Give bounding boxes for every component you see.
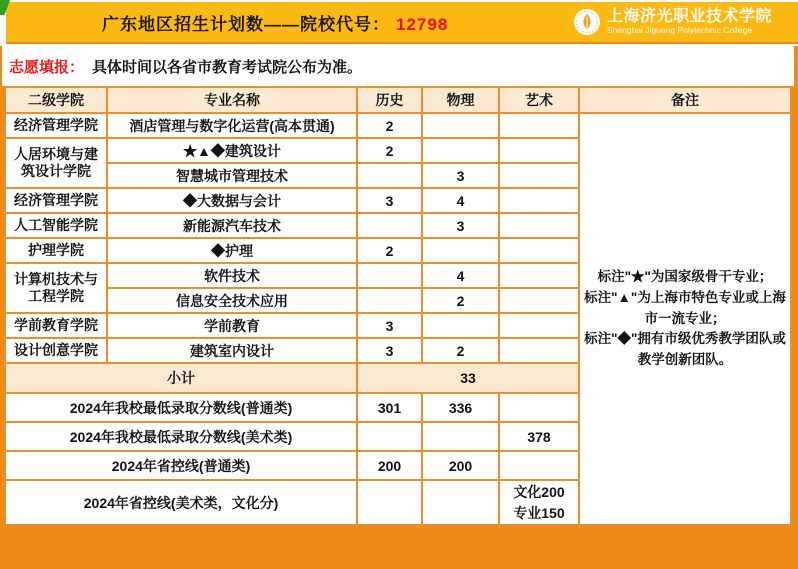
- page-title: [102, 10, 448, 35]
- cell-major: 酒店管理与数字化运营(高本贯通): [107, 113, 357, 138]
- cell-history: [357, 422, 422, 451]
- summary-label: 2024年我校最低录取分数线(美术类): [5, 422, 357, 451]
- notice-bar: [2, 46, 794, 86]
- admission-plan-table: [4, 86, 792, 526]
- subtotal-label: 小计: [5, 363, 357, 393]
- college-code: 12798: [396, 14, 449, 34]
- table-header-row: [5, 87, 791, 113]
- summary-label: 2024年省控线(美术类，文化分): [5, 480, 357, 525]
- cell-history: 3: [357, 338, 422, 363]
- col-header-history: 历史: [357, 87, 422, 113]
- cell-physics: 2: [422, 288, 499, 313]
- cell-arts: [499, 213, 579, 238]
- remark-line: 标注"▲"为上海市特色专业或上海市一流专业；: [584, 289, 786, 326]
- cell-arts: [499, 263, 579, 288]
- cell-history: 2: [357, 113, 422, 138]
- cell-arts: [499, 113, 579, 138]
- cell-physics: [422, 113, 499, 138]
- cell-arts: [499, 238, 579, 263]
- arts-culture-score: 文化200: [513, 484, 565, 501]
- cell-physics: 2: [422, 338, 499, 363]
- col-header-college: 二级学院: [5, 87, 107, 113]
- cell-physics: [422, 138, 499, 163]
- cell-physics: 3: [422, 163, 499, 188]
- cell-arts: [499, 393, 579, 422]
- remark-line: 标注"◆"拥有市级优秀教学团队或教学创新团队。: [584, 331, 786, 368]
- cell-history: 2: [357, 238, 422, 263]
- cell-college: 设计创意学院: [5, 338, 107, 363]
- cell-arts: [499, 451, 579, 480]
- arts-major-score: 专业150: [513, 504, 565, 521]
- title-text: 广东地区招生计划数——院校代号：: [102, 14, 390, 34]
- cell-arts: 378: [499, 422, 579, 451]
- cell-physics: [422, 422, 499, 451]
- school-name-cn: 上海济光职业技术学院: [606, 7, 772, 25]
- col-header-physics: 物理: [422, 87, 499, 113]
- cell-major: ◆大数据与会计: [107, 188, 357, 213]
- cell-college: 经济管理学院: [5, 188, 107, 213]
- header-banner: [6, 2, 798, 44]
- remarks-cell: [579, 113, 791, 525]
- school-logo: [574, 2, 772, 42]
- cell-arts: [499, 288, 579, 313]
- cell-major: 信息安全技术应用: [107, 288, 357, 313]
- table-row: [5, 113, 791, 138]
- cell-history: [357, 163, 422, 188]
- cell-college: 计算机技术与工程学院: [5, 263, 107, 313]
- notice-label: 志愿填报：: [9, 58, 85, 76]
- cell-history: [357, 288, 422, 313]
- cell-physics: [422, 313, 499, 338]
- cell-college: 经济管理学院: [5, 113, 107, 138]
- cell-history: 301: [357, 393, 422, 422]
- cell-history: 3: [357, 188, 422, 213]
- cell-college: 人工智能学院: [5, 213, 107, 238]
- cell-major: 智慧城市管理技术: [107, 163, 357, 188]
- cell-major: 建筑室内设计: [107, 338, 357, 363]
- cell-major: ◆护理: [107, 238, 357, 263]
- cell-major: 软件技术: [107, 263, 357, 288]
- school-name-en: Shanghai Jiguang Polytechnic College: [606, 25, 753, 36]
- col-header-remarks: 备注: [579, 87, 791, 113]
- cell-physics: [422, 480, 499, 525]
- cell-history: [357, 263, 422, 288]
- cell-arts: [499, 138, 579, 163]
- cell-history: 3: [357, 313, 422, 338]
- school-name-block: [607, 8, 772, 36]
- cell-history: [357, 480, 422, 525]
- cell-arts: [499, 163, 579, 188]
- cell-physics: 4: [422, 263, 499, 288]
- cell-college: 护理学院: [5, 238, 107, 263]
- cell-history: 2: [357, 138, 422, 163]
- col-header-arts: 艺术: [499, 87, 579, 113]
- cell-major: 学前教育: [107, 313, 357, 338]
- cell-physics: 4: [422, 188, 499, 213]
- cell-arts: [499, 338, 579, 363]
- cell-arts: [499, 313, 579, 338]
- cell-history: 200: [357, 451, 422, 480]
- cell-physics: 336: [422, 393, 499, 422]
- cell-physics: [422, 238, 499, 263]
- summary-label: 2024年我校最低录取分数线(普通类): [5, 393, 357, 422]
- cell-history: [357, 213, 422, 238]
- remark-line: 标注"★"为国家级骨干专业；: [597, 268, 773, 284]
- cell-college: 学前教育学院: [5, 313, 107, 338]
- cell-college: 人居环境与建筑设计学院: [5, 138, 107, 188]
- cell-major: 新能源汽车技术: [107, 213, 357, 238]
- cell-arts: [499, 188, 579, 213]
- school-seal-icon: [574, 9, 600, 35]
- cell-arts: [499, 480, 579, 525]
- subtotal-value: 33: [357, 363, 579, 393]
- col-header-major: 专业名称: [107, 87, 357, 113]
- cell-physics: 200: [422, 451, 499, 480]
- notice-text: 具体时间以各省市教育考试院公布为准。: [92, 58, 363, 76]
- cell-physics: 3: [422, 213, 499, 238]
- summary-label: 2024年省控线(普通类): [5, 451, 357, 480]
- cell-major: ★▲◆建筑设计: [107, 138, 357, 163]
